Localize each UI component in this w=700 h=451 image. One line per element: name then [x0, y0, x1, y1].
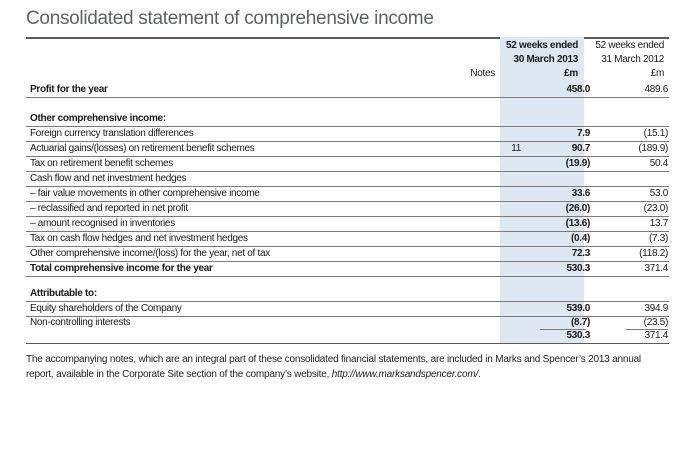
row-label: Equity shareholders of the Company [30, 303, 182, 314]
row-label: Tax on cash flow hedges and net investment hedges [30, 233, 248, 244]
table-row [26, 112, 669, 127]
col2-header-line1: 52 weeks ended [595, 40, 664, 51]
row-value-2013: (8.7) [570, 317, 590, 328]
col1-header-unit: £m [564, 68, 578, 79]
notes-header: Notes [470, 68, 495, 79]
row-value-2013: 530.3 [566, 330, 590, 341]
row-value-2013: 90.7 [571, 143, 590, 154]
row-label: – amount recognised in inventories [30, 218, 175, 229]
col2-header-line2: 31 March 2012 [601, 54, 664, 65]
row-value-2013: 7.9 [576, 128, 590, 139]
table-row [26, 127, 669, 142]
footnote [26, 352, 666, 382]
row-value-2012: 13.7 [649, 218, 668, 229]
col1-header-line2: 30 March 2013 [513, 54, 578, 65]
row-label: – fair value movements in other comprehensive income [30, 188, 260, 199]
table-row [26, 202, 669, 217]
row-value-2012: 50.4 [649, 158, 668, 169]
row-label: Other comprehensive income: [30, 113, 166, 124]
table-row [26, 302, 669, 317]
row-value-2012: 489.6 [644, 84, 668, 95]
footnote-end: . [478, 369, 481, 380]
col2-header-unit: £m [650, 68, 664, 79]
row-label: Non-controlling interests [30, 317, 131, 328]
row-label: Cash flow and net investment hedges [30, 173, 187, 184]
row-value-2012: (15.1) [643, 128, 668, 139]
row-value-2013: 72.3 [571, 248, 590, 259]
row-label: Total comprehensive income for the year [30, 263, 213, 274]
row-note: 11 [511, 143, 521, 154]
row-value-2012: (118.2) [639, 248, 668, 259]
row-value-2013: 33.6 [571, 188, 590, 199]
table-row [26, 217, 669, 232]
subtotal-rule-2013 [540, 329, 586, 330]
row-value-2013: 530.3 [566, 263, 590, 274]
table-row [26, 247, 669, 262]
row-value-2013: (13.6) [565, 218, 590, 229]
table-row [26, 172, 669, 187]
row-value-2012: 394.9 [644, 303, 668, 314]
subtotal-rule-2012 [626, 329, 668, 330]
row-value-2012: (189.9) [638, 143, 668, 154]
row-value-2013: (19.9) [565, 158, 590, 169]
table-row [26, 232, 669, 247]
table-row [26, 83, 669, 98]
col1-header-line1: 52 weeks ended [506, 40, 578, 51]
table-row [26, 142, 669, 157]
table-row [26, 157, 669, 172]
row-value-2013: (26.0) [565, 203, 590, 214]
website-link[interactable]: http://www.marksandspencer.com/ [331, 369, 479, 380]
row-label: – reclassified and reported in net profit [30, 203, 188, 214]
row-label: Other comprehensive income/(loss) for the year, net of tax [30, 248, 270, 259]
table-row [26, 329, 669, 343]
row-value-2012: 371.4 [644, 330, 668, 341]
bottom-rule [26, 343, 669, 344]
page-title: Consolidated statement of comprehensive income [26, 8, 434, 29]
table-row [26, 187, 669, 202]
table-row [26, 262, 669, 277]
row-value-2013: 539.0 [566, 303, 590, 314]
row-value-2012: 53.0 [649, 188, 668, 199]
row-value-2012: (23.0) [643, 203, 668, 214]
row-value-2013: (0.4) [570, 233, 590, 244]
row-label: Tax on retirement benefit schemes [30, 158, 173, 169]
row-value-2012: (23.5) [643, 317, 668, 328]
row-label: Attributable to: [30, 288, 97, 299]
row-value-2012: 371.4 [644, 263, 668, 274]
row-label: Actuarial gains/(losses) on retirement benefit schemes [30, 143, 255, 154]
footnote-text: The accompanying notes, which are an integral part of these consolidated financial statements, are included in Marks and Spencer’s 2013 annual report, available in the Corporate Site section of the company’s website, [26, 354, 641, 380]
table-row [26, 316, 669, 330]
row-label: Foreign currency translation differences [30, 128, 194, 139]
row-value-2013: 458.0 [566, 84, 590, 95]
row-label: Profit for the year [30, 84, 108, 95]
table-row [26, 287, 669, 302]
row-value-2012: (7.3) [648, 233, 668, 244]
